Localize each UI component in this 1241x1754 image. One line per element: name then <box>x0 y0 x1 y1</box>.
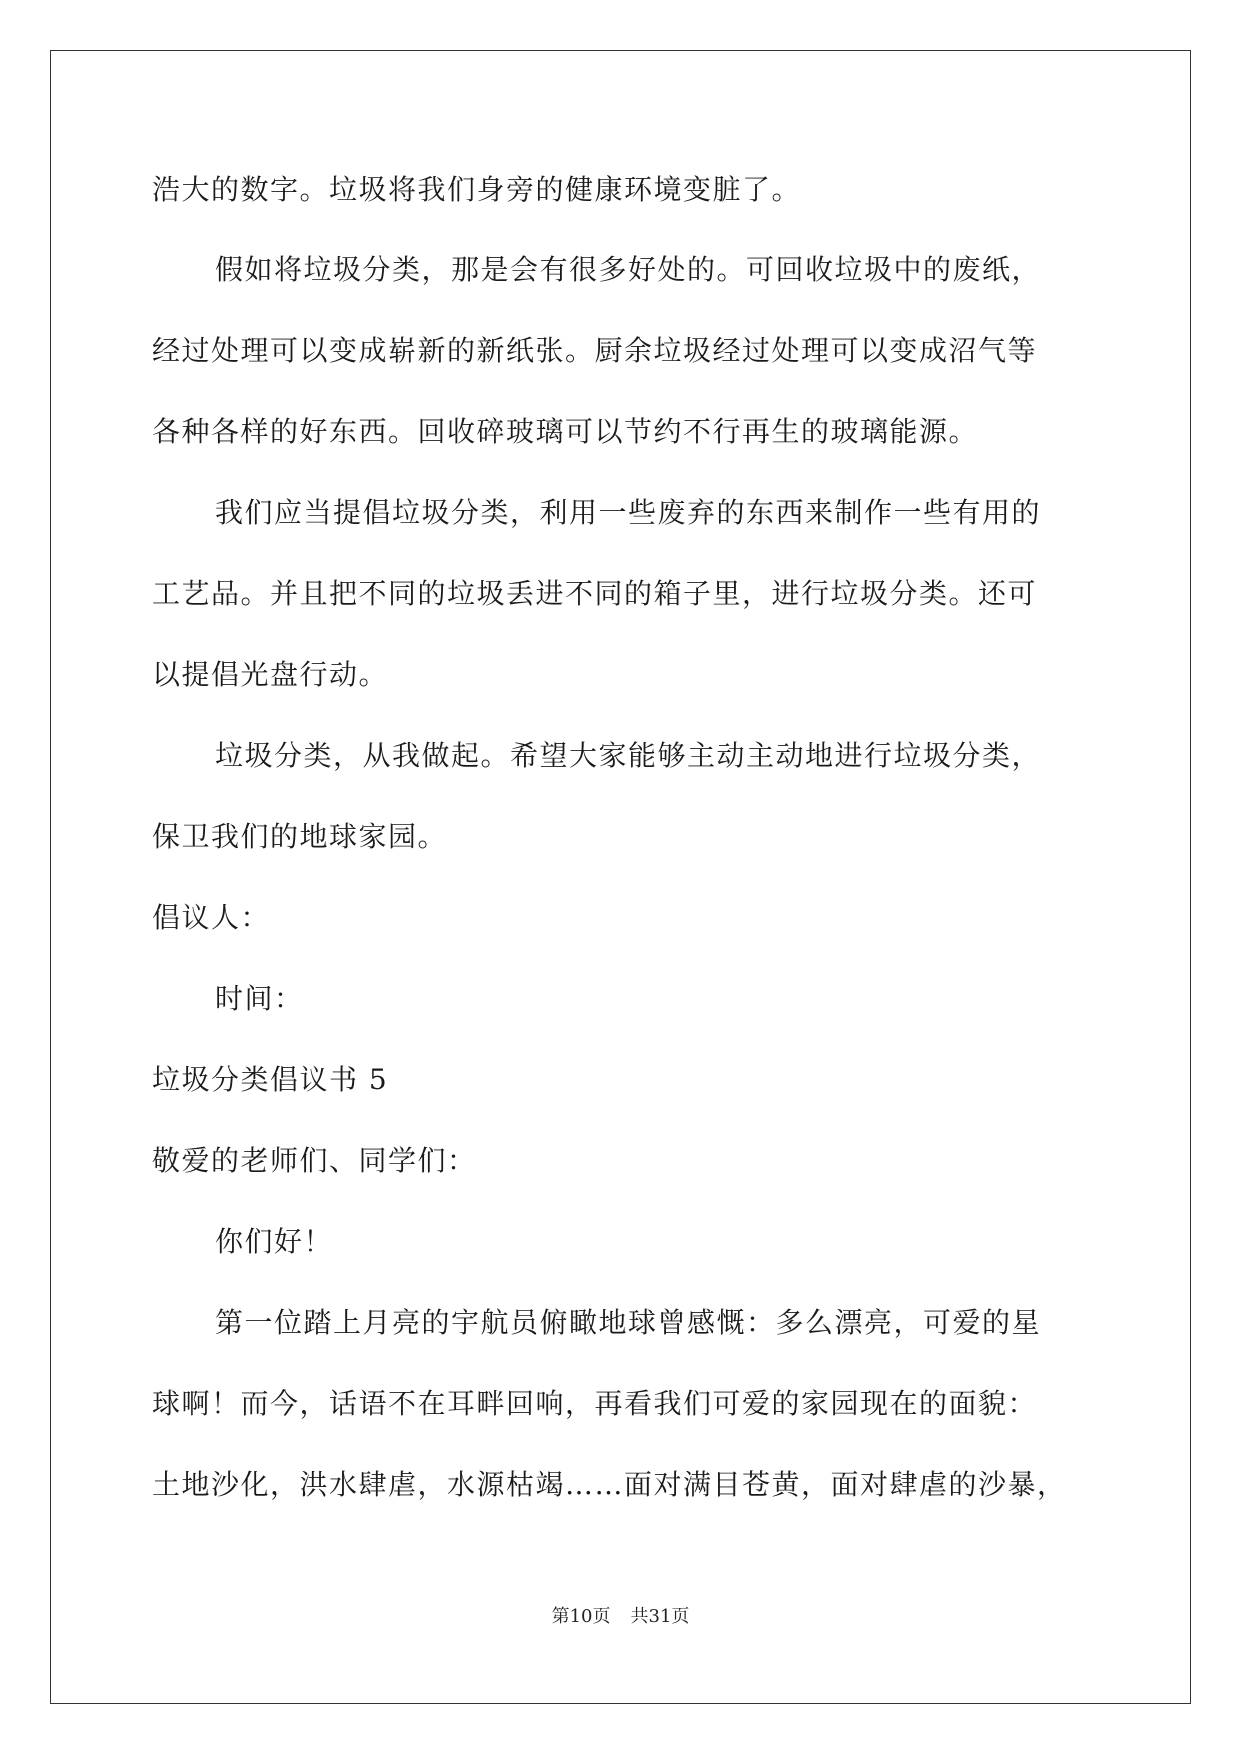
page-frame <box>50 50 1191 1704</box>
text-line: 球啊！而今，话语不在耳畔回响，再看我们可爱的家园现在的面貌： <box>152 1387 1038 1420</box>
text-line: 各种各样的好东西。回收碎玻璃可以节约不行再生的玻璃能源。 <box>152 415 979 448</box>
text-line: 经过处理可以变成崭新的新纸张。厨余垃圾经过处理可以变成沼气等 <box>152 334 1038 367</box>
text-line: 保卫我们的地球家园。 <box>152 820 448 853</box>
text-line: 工艺品。并且把不同的垃圾丢进不同的箱子里，进行垃圾分类。还可 <box>152 577 1038 610</box>
salutation: 敬爱的老师们、同学们： <box>152 1144 477 1177</box>
page-total: 共31页 <box>630 1606 690 1627</box>
text-line: 浩大的数字。垃圾将我们身旁的健康环境变脏了。 <box>152 173 802 206</box>
page-number: 第10页 <box>551 1606 611 1627</box>
page-footer <box>0 1605 1241 1629</box>
text-line: 第一位踏上月亮的宇航员俯瞰地球曾感慨：多么漂亮，可爱的星 <box>215 1306 1042 1339</box>
text-line: 时间： <box>215 982 304 1015</box>
text-line: 土地沙化，洪水肆虐，水源枯竭……面对满目苍黄，面对肆虐的沙暴， <box>152 1468 1067 1501</box>
text-line: 倡议人： <box>152 901 271 934</box>
text-line: 假如将垃圾分类，那是会有很多好处的。可回收垃圾中的废纸， <box>215 253 1042 286</box>
greeting: 你们好！ <box>215 1225 334 1258</box>
text-line: 垃圾分类，从我做起。希望大家能够主动主动地进行垃圾分类， <box>215 739 1042 772</box>
text-line: 我们应当提倡垃圾分类，利用一些废弃的东西来制作一些有用的 <box>215 496 1042 529</box>
text-line: 以提倡光盘行动。 <box>152 658 389 691</box>
section-heading: 垃圾分类倡议书 5 <box>152 1063 389 1096</box>
